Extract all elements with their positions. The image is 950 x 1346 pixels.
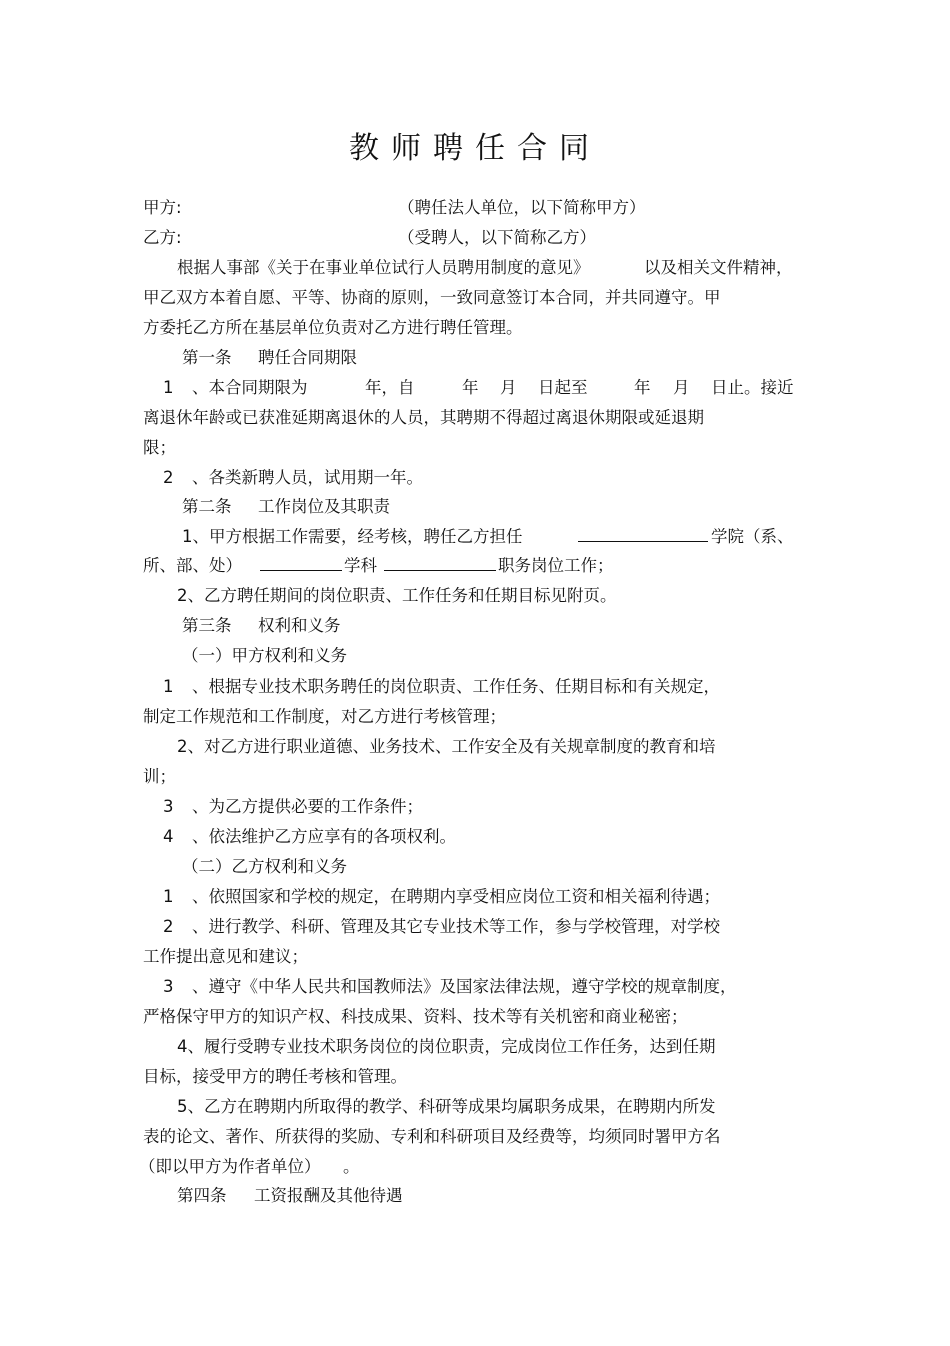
- article1-title: 聘任合同期限: [258, 348, 357, 367]
- article3-b3-cont: 严格保守甲方的知识产权、科技成果、资料、技术等有关机密和商业秘密；: [143, 1007, 688, 1026]
- article3-a4-num: 4: [163, 827, 174, 846]
- article3-b4-cont: 目标，接受甲方的聘任考核和管理。: [143, 1067, 407, 1086]
- article1-item1-part: 月: [673, 378, 690, 397]
- article1-item1-part: 日起至: [538, 378, 588, 397]
- article3-a1-cont: 制定工作规范和工作制度，对乙方进行考核管理；: [143, 707, 506, 726]
- article3-b5-text: 5、乙方在聘期内所取得的教学、科研等成果均属职务成果，在聘期内所发: [177, 1097, 716, 1116]
- article3-sub2: （二）乙方权利和义务: [182, 857, 347, 876]
- article1-item1-cont: 限；: [143, 438, 176, 457]
- article1-heading: 第一条: [182, 348, 232, 367]
- article2-item1-c: 所、部、处）: [143, 556, 242, 575]
- intro-line-1b: 以及相关文件精神，: [644, 258, 793, 277]
- article3-b2-num: 2: [163, 917, 174, 936]
- article3-b4-text: 4、履行受聘专业技术职务岗位的岗位职责，完成岗位工作任务，达到任期: [177, 1037, 716, 1056]
- article3-a2-cont: 训；: [143, 767, 176, 786]
- article3-b1-num: 1: [163, 887, 174, 906]
- intro-line-1a: 根据人事部《关于在事业单位试行人员聘用制度的意见》: [177, 258, 590, 277]
- article1-item1-part: 年: [462, 378, 479, 397]
- party-b-label: 乙方:: [143, 228, 182, 247]
- party-a-label: 甲方:: [143, 198, 182, 217]
- position-blank-college[interactable]: [578, 522, 708, 552]
- article3-a1-text: 、根据专业技术职务聘任的岗位职责、工作任务、任期目标和有关规定，: [192, 677, 720, 696]
- position-blank-dept[interactable]: [260, 551, 342, 581]
- article3-a1-num: 1: [163, 677, 174, 696]
- article3-b3-text: 、遵守《中华人民共和国教师法》及国家法律法规，遵守学校的规章制度，: [192, 977, 737, 996]
- article3-heading: 第三条: [182, 616, 232, 635]
- document-title: 教师聘任合同: [349, 131, 601, 166]
- article3-a4-text: 、依法维护乙方应享有的各项权利。: [192, 827, 456, 846]
- article1-item2-text: 、各类新聘人员，试用期一年。: [192, 468, 423, 487]
- article4-heading: 第四条: [177, 1186, 227, 1205]
- article2-title: 工作岗位及其职责: [258, 497, 390, 516]
- article3-a2-text: 2、对乙方进行职业道德、业务技术、工作安全及有关规章制度的教育和培: [177, 737, 716, 756]
- article2-item2: 2、乙方聘任期间的岗位职责、工作任务和任期目标见附页。: [177, 586, 617, 605]
- position-blank-subject[interactable]: [384, 551, 496, 581]
- article4-title: 工资报酬及其他待遇: [254, 1186, 403, 1205]
- article2-item1-b: 学院（系、: [711, 527, 794, 546]
- article2-item1-e: 职务岗位工作；: [498, 556, 614, 575]
- article2-item1-a: 1、甲方根据工作需要，经考核，聘任乙方担任: [182, 527, 523, 546]
- article3-b1-text: 、依照国家和学校的规定，在聘期内享受相应岗位工资和相关福利待遇；: [192, 887, 720, 906]
- article1-item1-num: 1: [163, 378, 174, 397]
- party-b-note: （受聘人，以下简称乙方）: [398, 228, 596, 247]
- article3-b5-cont2: （即以甲方为作者单位）: [139, 1157, 321, 1176]
- article3-b5-cont1: 表的论文、著作、所获得的奖励、专利和科研项目及经费等，均须同时署甲方名: [143, 1127, 721, 1146]
- article3-a3-num: 3: [163, 797, 174, 816]
- article1-item1-part: 、本合同期限为: [192, 378, 308, 397]
- article1-item1-part: 日止。接近: [711, 378, 794, 397]
- article1-item1-part: 年，自: [365, 378, 415, 397]
- article1-item1-part: 年: [634, 378, 651, 397]
- intro-line-2: 甲乙双方本着自愿、平等、协商的原则，一致同意签订本合同，并共同遵守。甲: [143, 288, 721, 307]
- party-a-note: （聘任法人单位，以下简称甲方）: [398, 198, 646, 217]
- article2-item1-d: 学科: [344, 556, 377, 575]
- article1-item2-num: 2: [163, 468, 174, 487]
- article3-sub1: （一）甲方权利和义务: [182, 646, 347, 665]
- article3-b3-num: 3: [163, 977, 174, 996]
- article3-title: 权利和义务: [258, 616, 341, 635]
- article1-item1-part: 月: [500, 378, 517, 397]
- article3-a3-text: 、为乙方提供必要的工作条件；: [192, 797, 423, 816]
- article3-b5-cont2b: 。: [343, 1157, 360, 1176]
- article3-b2-text: 、进行教学、科研、管理及其它专业技术等工作，参与学校管理，对学校: [192, 917, 720, 936]
- article2-heading: 第二条: [182, 497, 232, 516]
- article1-item1-cont: 离退休年龄或已获准延期离退休的人员，其聘期不得超过离退休期限或延退期: [143, 408, 704, 427]
- intro-line-3: 方委托乙方所在基层单位负责对乙方进行聘任管理。: [143, 318, 523, 337]
- article3-b2-cont: 工作提出意见和建议；: [143, 947, 308, 966]
